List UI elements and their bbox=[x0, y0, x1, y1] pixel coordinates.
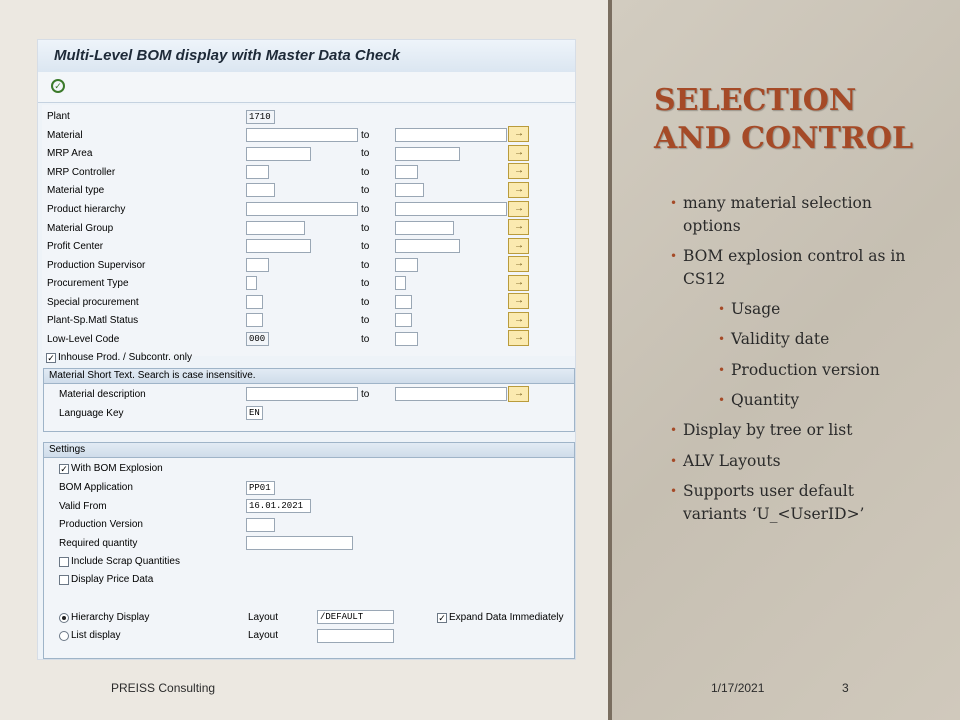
profit-center-to-field[interactable] bbox=[395, 239, 460, 253]
to-label: to bbox=[361, 389, 370, 400]
bullet-dot: • bbox=[670, 484, 678, 498]
multiple-selection-button[interactable] bbox=[508, 126, 529, 142]
material-label: Material bbox=[47, 130, 83, 141]
bullet-text: ALV Layouts bbox=[683, 452, 781, 470]
expand-data-label: Expand Data Immediately bbox=[449, 612, 564, 623]
low-level-code-from-field[interactable]: 000 bbox=[246, 332, 269, 346]
mrp-area-label: MRP Area bbox=[47, 148, 93, 159]
inhouse-checkbox[interactable]: ✓ bbox=[47, 353, 55, 363]
bullet-item bbox=[670, 450, 923, 473]
display-price-label: Display Price Data bbox=[71, 574, 154, 585]
to-label: to bbox=[361, 148, 370, 159]
to-label: to bbox=[361, 260, 370, 271]
material-from-field[interactable] bbox=[246, 128, 358, 142]
language-key-field[interactable]: EN bbox=[246, 406, 263, 420]
bullet-item bbox=[670, 192, 883, 238]
multiple-selection-button[interactable] bbox=[508, 330, 529, 346]
plant-sp-matl-status-label: Plant-Sp.Matl Status bbox=[47, 315, 139, 326]
multiple-selection-button[interactable] bbox=[508, 312, 529, 328]
bullet-dot: • bbox=[670, 454, 678, 468]
footer-company: PREISS Consulting bbox=[111, 681, 216, 695]
short-text-group-header bbox=[44, 369, 574, 384]
valid-from-label: Valid From bbox=[59, 501, 107, 512]
multiple-selection-button[interactable] bbox=[508, 201, 529, 217]
to-label: to bbox=[361, 278, 370, 289]
valid-from-field[interactable]: 16.01.2021 bbox=[246, 499, 311, 513]
settings-group bbox=[43, 442, 575, 659]
list-layout-field[interactable] bbox=[317, 629, 394, 643]
material-group-from-field[interactable] bbox=[246, 221, 305, 235]
settings-group-header bbox=[44, 443, 574, 458]
multiple-selection-button[interactable] bbox=[508, 145, 529, 161]
bullet-text: Usage bbox=[731, 300, 781, 318]
hierarchy-display-label: Hierarchy Display bbox=[71, 612, 150, 623]
list-display-radio[interactable] bbox=[59, 631, 69, 641]
settings-group-title: Settings bbox=[49, 444, 86, 455]
multiple-selection-button[interactable] bbox=[508, 386, 529, 402]
material-description-from-field[interactable] bbox=[246, 387, 358, 401]
multiple-selection-button[interactable] bbox=[508, 182, 529, 198]
bullet-item bbox=[718, 328, 931, 351]
mrp-controller-label: MRP Controller bbox=[47, 167, 116, 178]
procurement-type-label: Procurement Type bbox=[47, 278, 129, 289]
bullet-item bbox=[670, 480, 883, 526]
mrp-controller-from-field[interactable] bbox=[246, 165, 269, 179]
material-group-label: Material Group bbox=[47, 223, 114, 234]
to-label: to bbox=[361, 241, 370, 252]
required-quantity-label: Required quantity bbox=[59, 538, 138, 549]
bullet-dot: • bbox=[718, 302, 726, 316]
display-price-checkbox[interactable] bbox=[59, 575, 69, 585]
bom-application-field[interactable]: PP01 bbox=[246, 481, 275, 495]
to-label: to bbox=[361, 223, 370, 234]
bullet-text: Validity date bbox=[731, 330, 830, 348]
hierarchy-display-radio[interactable] bbox=[59, 613, 69, 623]
profit-center-from-field[interactable] bbox=[246, 239, 311, 253]
bullet-dot: • bbox=[670, 423, 678, 437]
production-version-label: Production Version bbox=[59, 519, 143, 530]
bullet-text: many material selection options bbox=[683, 194, 872, 235]
product-hierarchy-from-field[interactable] bbox=[246, 202, 358, 216]
bullet-dot: • bbox=[670, 196, 678, 210]
include-scrap-label: Include Scrap Quantities bbox=[71, 556, 180, 567]
material-description-to-field[interactable] bbox=[395, 387, 507, 401]
bullet-item bbox=[718, 298, 931, 321]
multiple-selection-button[interactable] bbox=[508, 256, 529, 272]
inhouse-checkbox-label: Inhouse Prod. / Subcontr. only bbox=[58, 352, 192, 363]
multiple-selection-button[interactable] bbox=[508, 163, 529, 179]
bullet-item bbox=[670, 245, 923, 291]
plant-sp-matl-status-from-field[interactable] bbox=[246, 313, 263, 327]
list-display-label: List display bbox=[71, 630, 121, 641]
to-label: to bbox=[361, 297, 370, 308]
sap-title: Multi-Level BOM display with Master Data Check bbox=[54, 47, 400, 64]
production-supervisor-to-field[interactable] bbox=[395, 258, 418, 272]
production-supervisor-label: Production Supervisor bbox=[47, 260, 146, 271]
with-bom-explosion-checkbox[interactable]: ✓ bbox=[60, 464, 68, 474]
plant-label: Plant bbox=[47, 111, 70, 122]
bullet-text: BOM explosion control as in CS12 bbox=[683, 247, 906, 288]
short-text-group-title: Material Short Text. Search is case insensitive. bbox=[49, 370, 256, 381]
material-type-from-field[interactable] bbox=[246, 183, 275, 197]
material-to-field[interactable] bbox=[395, 128, 507, 142]
expand-data-checkbox[interactable]: ✓ bbox=[438, 613, 446, 623]
sap-toolbar bbox=[38, 72, 575, 103]
multiple-selection-button[interactable] bbox=[508, 238, 529, 254]
to-label: to bbox=[361, 334, 370, 345]
procurement-type-to-field[interactable] bbox=[395, 276, 406, 290]
bullet-item bbox=[718, 389, 931, 412]
to-label: to bbox=[361, 130, 370, 141]
bullet-item bbox=[718, 359, 931, 382]
low-level-code-label: Low-Level Code bbox=[47, 334, 120, 345]
sap-screenshot bbox=[37, 39, 576, 660]
procurement-type-from-field[interactable] bbox=[246, 276, 257, 290]
special-procurement-from-field[interactable] bbox=[246, 295, 263, 309]
low-level-code-to-field[interactable] bbox=[395, 332, 418, 346]
bom-application-label: BOM Application bbox=[59, 482, 133, 493]
to-label: to bbox=[361, 315, 370, 326]
bullet-dot: • bbox=[670, 249, 678, 263]
production-supervisor-from-field[interactable] bbox=[246, 258, 269, 272]
mrp-area-to-field[interactable] bbox=[395, 147, 460, 161]
sap-title-bar bbox=[38, 40, 575, 73]
mrp-controller-to-field[interactable] bbox=[395, 165, 418, 179]
special-procurement-label: Special procurement bbox=[47, 297, 139, 308]
plant-sp-matl-status-to-field[interactable] bbox=[395, 313, 412, 327]
multiple-selection-button[interactable] bbox=[508, 293, 529, 309]
to-label: to bbox=[361, 185, 370, 196]
product-hierarchy-label: Product hierarchy bbox=[47, 204, 126, 215]
bullet-item bbox=[670, 419, 923, 442]
to-label: to bbox=[361, 204, 370, 215]
bullet-text: Supports user default variants ‘U_<UserID>’ bbox=[683, 482, 865, 523]
profit-center-label: Profit Center bbox=[47, 241, 104, 252]
material-type-to-field[interactable] bbox=[395, 183, 424, 197]
footer-page-number: 3 bbox=[842, 681, 849, 695]
slide-heading bbox=[654, 82, 914, 158]
layout-label: Layout bbox=[248, 612, 279, 623]
footer-date: 1/17/2021 bbox=[711, 681, 765, 695]
slide-heading-line1: SELECTION bbox=[654, 83, 857, 118]
bullet-dot: • bbox=[718, 393, 726, 407]
include-scrap-checkbox[interactable] bbox=[59, 557, 69, 567]
product-hierarchy-to-field[interactable] bbox=[395, 202, 507, 216]
material-type-label: Material type bbox=[47, 185, 105, 196]
to-label: to bbox=[361, 167, 370, 178]
with-bom-explosion-label: With BOM Explosion bbox=[71, 463, 163, 474]
language-key-label: Language Key bbox=[59, 408, 124, 419]
mrp-area-from-field[interactable] bbox=[246, 147, 311, 161]
special-procurement-to-field[interactable] bbox=[395, 295, 412, 309]
multiple-selection-button[interactable] bbox=[508, 219, 529, 235]
material-description-label: Material description bbox=[59, 389, 146, 400]
production-version-field[interactable] bbox=[246, 518, 275, 532]
bullet-dot: • bbox=[718, 332, 726, 346]
bullet-text: Production version bbox=[731, 361, 880, 379]
required-quantity-field[interactable] bbox=[246, 536, 353, 550]
plant-field[interactable]: 1710 bbox=[246, 110, 275, 124]
multiple-selection-button[interactable] bbox=[508, 275, 529, 291]
layout-field[interactable]: /DEFAULT bbox=[317, 610, 394, 624]
layout-label: Layout bbox=[248, 630, 279, 641]
bullet-dot: • bbox=[718, 363, 726, 377]
material-group-to-field[interactable] bbox=[395, 221, 454, 235]
execute-icon[interactable]: ✓ bbox=[51, 79, 65, 93]
bullet-text: Quantity bbox=[731, 391, 800, 409]
slide-heading-line2: AND CONTROL bbox=[654, 121, 914, 156]
bullet-text: Display by tree or list bbox=[683, 421, 853, 439]
